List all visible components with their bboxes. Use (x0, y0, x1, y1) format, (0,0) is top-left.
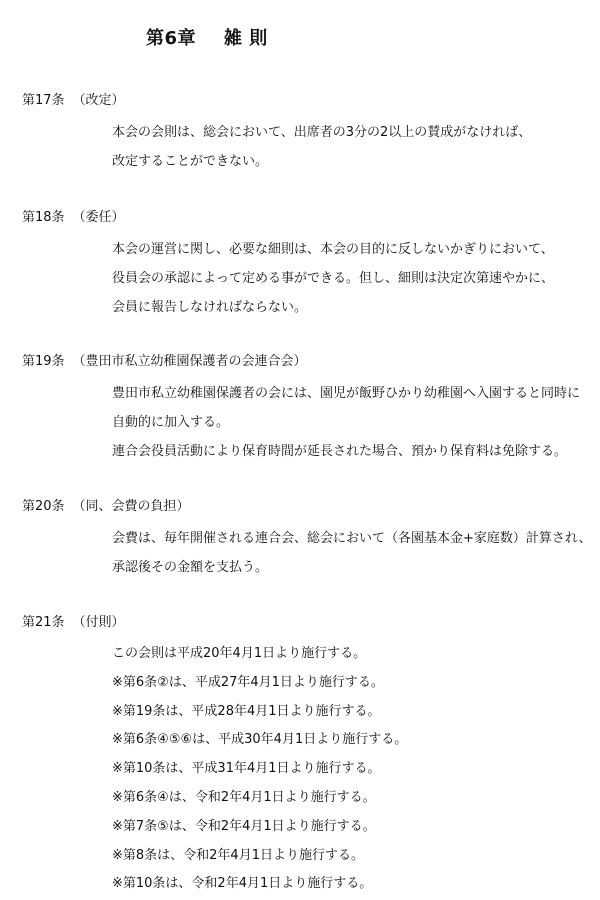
article-line: ※第10条は、平成31年4月1日より施行する。 (112, 761, 381, 777)
article-number: 第21条 (22, 615, 65, 630)
article-title: （付則） (72, 615, 125, 630)
article-title: （同、会費の負担） (72, 499, 190, 514)
article-line: ※第10条は、令和2年4月1日より施行する。 (112, 876, 373, 892)
article-line: 本会の会則は、総会において、出席者の3分の2以上の賛成がなければ、 (112, 125, 532, 140)
article-body (112, 379, 580, 466)
chapter-name: 雑 則 (224, 28, 268, 49)
chapter-title (146, 24, 268, 50)
article-line: 承認後その金額を支払う。 (112, 560, 269, 575)
article-number: 第20条 (22, 499, 65, 514)
article-title: （豊田市私立幼稚園保護者の会連合会） (72, 354, 307, 369)
article-line: ※第7条⑤は、令和2年4月1日より施行する。 (112, 818, 376, 834)
article-line: 本会の運営に関し、必要な細則は、本会の目的に反しないかぎりにおいて、 (112, 242, 554, 257)
article-line: 自動的に加入する。 (112, 415, 230, 430)
article-title: （改定） (72, 93, 125, 108)
article-line: ※第6条④は、令和2年4月1日より施行する。 (112, 789, 376, 805)
article-line: 会員に報告しなければならない。 (112, 300, 308, 315)
article-line: 改定することができない。 (112, 154, 269, 169)
article-line: ※第8条は、令和2年4月1日より施行する。 (112, 847, 364, 863)
article-body (112, 118, 531, 176)
article-heading (22, 89, 125, 108)
article-line: この会則は平成20年4月1日より施行する。 (112, 646, 367, 661)
article-line: 豊田市私立幼稚園保護者の会には、園児が飯野ひかり幼稚園へ入園すると同時に (112, 386, 581, 401)
article-heading (22, 350, 307, 369)
article-number: 第17条 (22, 93, 65, 108)
article-body (112, 235, 554, 322)
article-heading (22, 611, 125, 630)
article-body (112, 524, 592, 582)
article-line: ※第6条④⑤⑥は、平成30年4月1日より施行する。 (112, 732, 408, 748)
article-title: （委任） (72, 210, 125, 225)
article-line: 会費は、毎年開催される連合会、総会において（各園基本金+家庭数）計算され、 (112, 531, 592, 546)
chapter-number: 第6章 (146, 28, 197, 49)
article-number: 第19条 (22, 354, 65, 369)
article-number: 第18条 (22, 210, 65, 225)
article-body (112, 640, 407, 899)
article-heading (22, 206, 125, 225)
article-heading (22, 495, 190, 514)
article-line: ※第6条②は、平成27年4月1日より施行する。 (112, 674, 384, 690)
article-line: ※第19条は、平成28年4月1日より施行する。 (112, 703, 381, 719)
article-line: 役員会の承認によって定める事ができる。但し、細則は決定次第速やかに、 (112, 271, 555, 286)
article-line: 連合会役員活動により保育時間が延長された場合、預かり保育料は免除する。 (112, 444, 568, 459)
